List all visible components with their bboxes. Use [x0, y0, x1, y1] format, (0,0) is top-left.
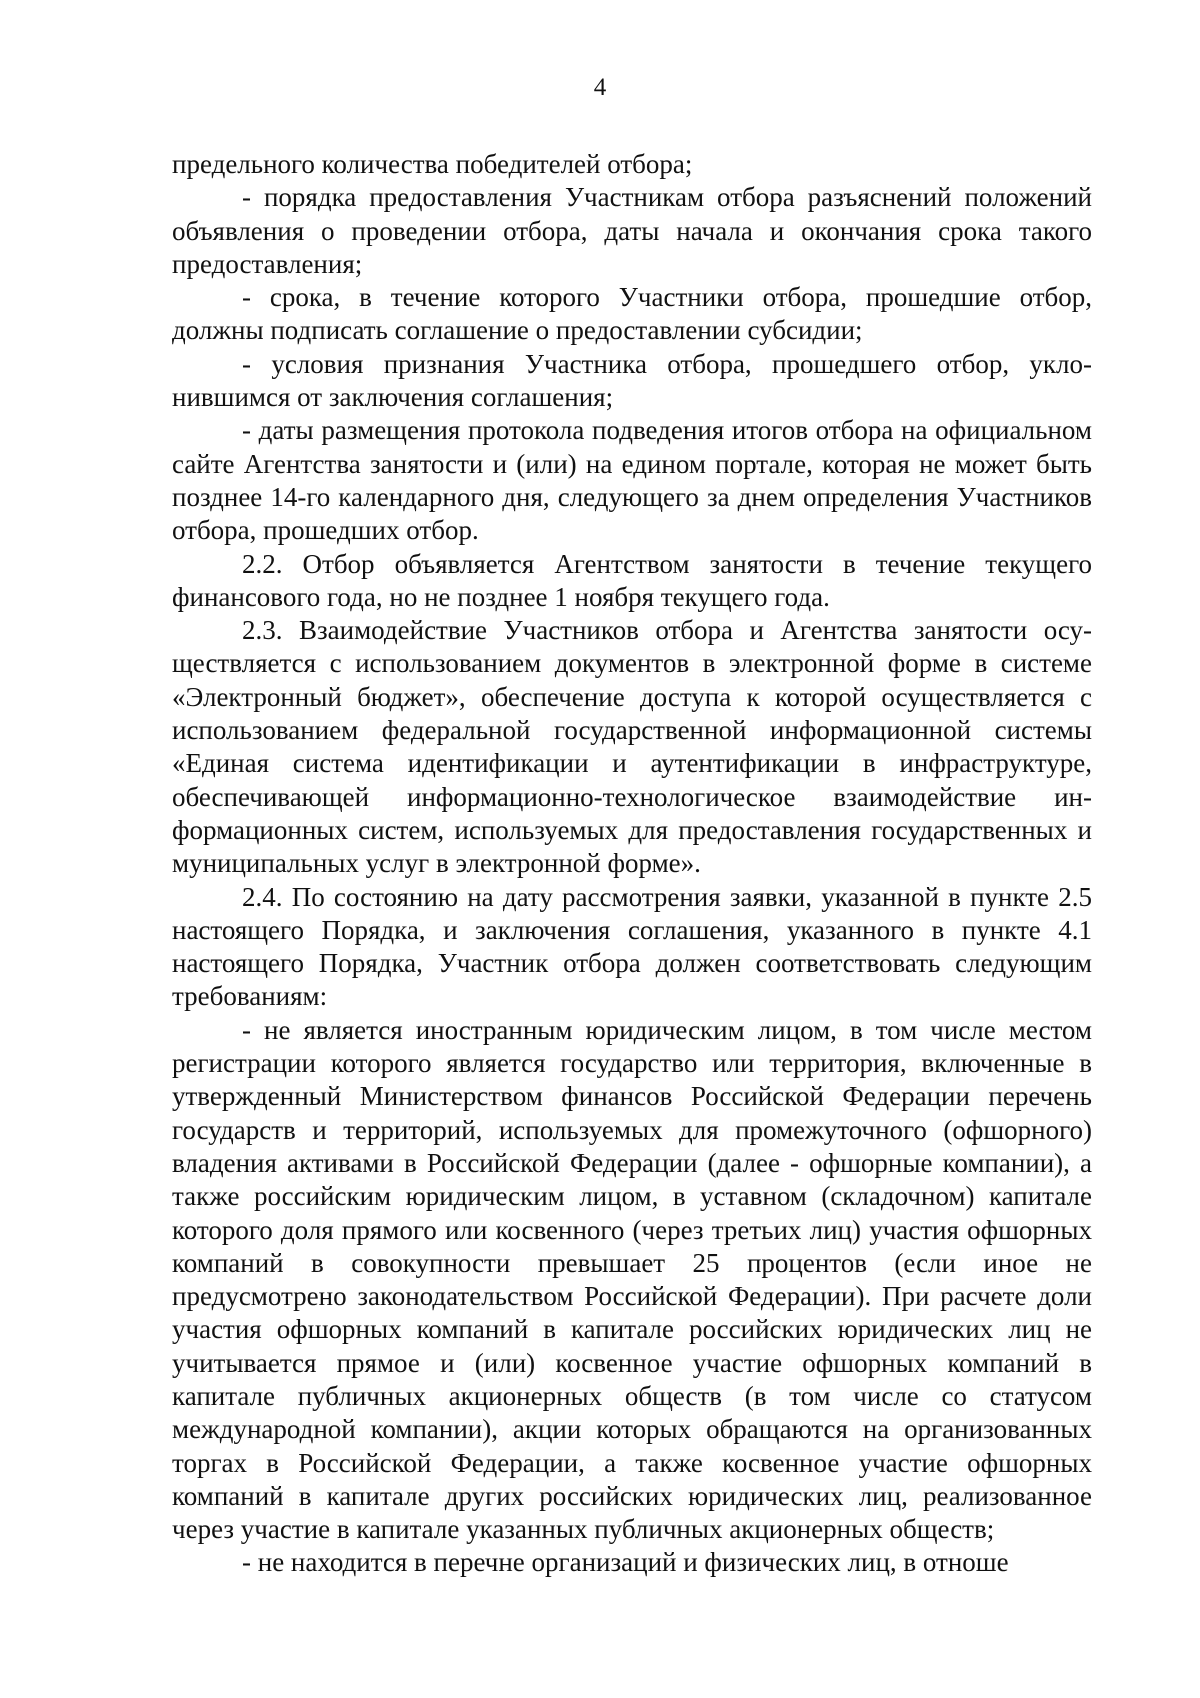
list-item-clarification-procedure: - порядка предоставления Участникам отбора разъяснений положений объявления о проведении отбора, даты начала и окончания срока такого предоставления;: [172, 182, 1092, 279]
paragraph-continuation: предельного количества победителей отбора;: [172, 149, 693, 179]
list-item-protocol-date: - даты размещения протокола подведения итогов отбора на официальном сайте Агентства занятости и (или) на едином портале, которая не может быть позднее 14-го календарного дня, следующего за днем определения Участников отбора, прошедших отбор.: [172, 415, 1092, 546]
list-item-signing-deadline: - срока, в течение которого Участники отбора, прошедшие отбор, должны подписать соглашение о предоставлении субсидии;: [172, 282, 1092, 346]
clause-2-2: 2.2. Отбор объявляется Агентством занятости в течение текущего финансового года, но не позднее 1 ноября текущего года.: [172, 548, 1092, 612]
document-body: [172, 148, 1092, 1580]
list-item-evasion-conditions: - условия признания Участника отбора, прошедшего отбор, уклонившимся от заключения соглашения;: [172, 348, 1092, 413]
requirement-not-foreign-entity: - не является иностранным юридическим лицом, в том числе местом регистрации которого является государство или территория, включенные в утвержденный Министерством финансов Российской Федерации перечень государств и территорий, используемых для промежуточного (офшорного) владения активами в Российской Федерации (далее - офшорные компании), а также российским юридическим лицом, в уставном (складочном) капитале которого доля прямого или косвенного (через третьих лиц) участия офшорных компаний в совокупности превышает 25 процентов (если иное не предусмотрено законодательством Российской Федерации). При расчете доли участия офшорных компаний в капитале российских юридических лиц не учитывается прямое и (или) косвенное участие офшорных компаний в капитале публичных акционерных обществ (в том числе со статусом международной компании), акции которых обращаются на организованных торгах в Российской Федерации, а также косвенное участие офшорных компаний в капитале других российских юридических лиц, реализованное через участие в капитале указанных публичных акционерных обществ;: [172, 1014, 1092, 1545]
clause-2-3: 2.3. Взаимодействие Участников отбора и Агентства занятости осуществляется с использованием документов в электронной форме в системе «Электронный бюджет», обеспечение доступа к которой осуществляется с использованием федеральной государственной информационной системы «Единая система идентификации и аутентификации в инфраструктуре, обеспечивающей информационно-технологическое взаимодействие информационных систем, используемых для предоставления государственных и муниципальных услуг в электронной форме».: [172, 615, 1092, 879]
page-number: 4: [593, 74, 607, 101]
clause-2-4: 2.4. По состоянию на дату рассмотрения заявки, указанной в пункте 2.5 настоящего Порядка, и заключения соглашения, указанного в пункте 4.1 настоящего Порядка, Участник отбора должен соответствовать следующим требованиям:: [172, 881, 1092, 1012]
requirement-not-in-list: - не находится в перечне организаций и физических лиц, в отноше: [242, 1547, 1009, 1578]
